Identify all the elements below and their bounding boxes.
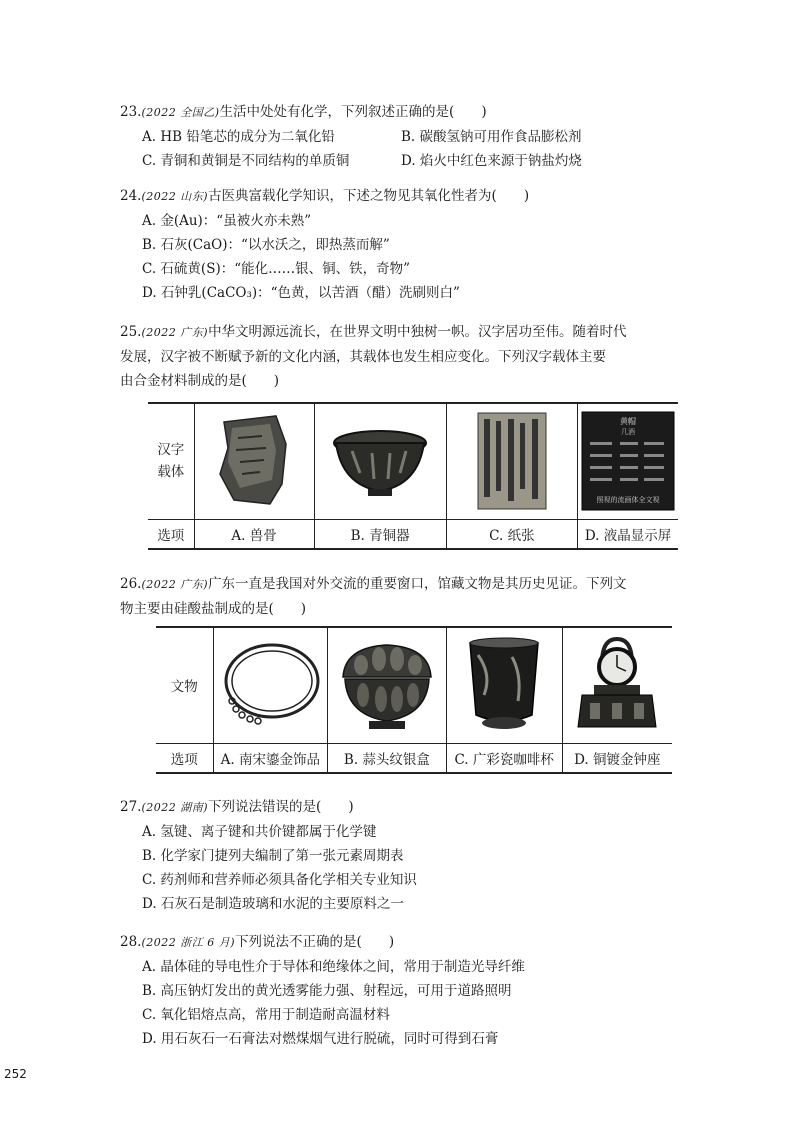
question-text-line-2: 物主要由硅酸盐制成的是( )	[120, 601, 307, 617]
question-25-stem	[120, 320, 680, 393]
question-28-stem	[120, 930, 680, 955]
option-c[interactable]: C. 药剂师和营养师必须具备化学相关专业知识	[142, 872, 417, 888]
option-b[interactable]: B. 高压钠灯发出的黄光透雾能力强、射程远，可用于道路照明	[142, 983, 512, 999]
image-paper[interactable]	[446, 403, 577, 519]
gilded-chain-ornament-icon	[218, 639, 322, 731]
porcelain-coffee-cup-icon	[462, 635, 546, 735]
option-b[interactable]: B. 化学家门捷列夫编制了第一张元素周期表	[142, 848, 404, 864]
silver-box-icon	[335, 637, 439, 733]
lcd-footer: 照视的流画体全文视	[596, 496, 660, 505]
option-a[interactable]: A. 氢键、离子键和共价键都属于化学键	[142, 824, 377, 840]
option-d[interactable]: D. 石灰石是制造玻璃和水泥的主要原料之一	[142, 896, 404, 912]
paper-scroll-icon	[476, 411, 548, 511]
question-number: 23.	[120, 104, 142, 120]
option-a[interactable]: A. 兽骨	[194, 519, 314, 549]
question-text-line-1: 中华文明源远流长，在世界文明中独树一帜。汉字居功至伟。随着时代	[208, 324, 627, 340]
question-text-line-2: 发展，汉字被不断赋予新的文化内涵，其载体也发生相应变化。下列汉字载体主要	[120, 349, 606, 365]
option-a[interactable]: A. 南宋鎏金饰品	[213, 743, 328, 773]
lcd-screen-icon	[580, 410, 676, 512]
option-a[interactable]: A. 晶体硅的导电性介于导体和绝缘体之间，常用于制造光导纤维	[142, 959, 525, 975]
question-number: 24.	[120, 188, 142, 204]
question-source: (2022 广东)	[141, 326, 209, 339]
bronze-vessel-icon	[330, 421, 430, 501]
option-a[interactable]: A. HB 铅笔芯的成分为二氧化铅	[142, 129, 335, 145]
option-d[interactable]: D. 液晶显示屏	[578, 519, 678, 549]
question-27-stem	[120, 795, 660, 820]
q26-item-table	[156, 626, 672, 774]
question-25	[120, 320, 680, 393]
question-number: 26.	[120, 576, 142, 592]
row-header-carrier	[148, 403, 194, 519]
image-silver-box[interactable]	[328, 627, 447, 743]
option-c[interactable]: C. 青铜和黄铜是不同结构的单质铜	[142, 153, 350, 169]
question-source: (2022 浙江 6 月)	[141, 936, 236, 949]
gilded-clock-base-icon	[572, 633, 662, 737]
option-a[interactable]: A. 金(Au)：“虽被火亦未熟”	[142, 213, 312, 229]
question-24	[120, 184, 660, 305]
row-header-label: 汉字载体	[157, 442, 185, 481]
image-porcelain-cup[interactable]	[446, 627, 562, 743]
question-source: (2022 全国乙)	[141, 106, 220, 119]
question-text-line-3: 由合金材料制成的是( )	[120, 373, 280, 389]
image-animal-bone[interactable]	[194, 403, 314, 519]
option-c[interactable]: C. 纸张	[446, 519, 577, 549]
question-source: (2022 湖南)	[141, 801, 209, 814]
image-gilded-ornament[interactable]	[213, 627, 328, 743]
question-text: 生活中处处有化学，下列叙述正确的是( )	[219, 104, 487, 120]
question-24-stem	[120, 184, 660, 209]
question-26	[120, 572, 680, 621]
question-23-stem	[120, 100, 660, 125]
image-clock-base[interactable]	[562, 627, 672, 743]
option-b[interactable]: B. 青铜器	[314, 519, 446, 549]
q25-item-table	[148, 402, 678, 550]
option-d[interactable]: D. 铜镀金钟座	[562, 743, 672, 773]
question-source: (2022 广东)	[141, 578, 209, 591]
image-lcd-screen[interactable]	[578, 403, 678, 519]
option-d[interactable]: D. 用石灰石一石膏法对燃煤烟气进行脱硫，同时可得到石膏	[142, 1031, 499, 1047]
question-text: 古医典富载化学知识，下述之物见其氧化性者为( )	[208, 188, 530, 204]
option-c[interactable]: C. 广彩瓷咖啡杯	[446, 743, 562, 773]
option-b[interactable]: B. 蒜头纹银盒	[328, 743, 447, 773]
option-header: 选项	[156, 743, 213, 773]
option-b[interactable]: B. 碳酸氢钠可用作食品膨松剂	[401, 129, 582, 145]
row-header-artifact: 文物	[156, 627, 213, 743]
question-28	[120, 930, 680, 1051]
question-source: (2022 山东)	[141, 190, 209, 203]
image-bronze-vessel[interactable]	[314, 403, 446, 519]
option-header: 选项	[148, 519, 194, 549]
question-number: 28.	[120, 934, 142, 950]
option-c[interactable]: C. 石硫黄(S)：“能化……银、铜、铁，奇物”	[142, 261, 411, 277]
question-number: 27.	[120, 799, 142, 815]
question-text: 下列说法错误的是( )	[208, 799, 354, 815]
option-d[interactable]: D. 石钟乳(CaCO₃)：“色黄，以苦酒（醋）洗刷则白”	[142, 285, 460, 301]
question-26-stem	[120, 572, 680, 621]
page-number: 252	[4, 1067, 27, 1081]
animal-bone-icon	[214, 414, 294, 509]
question-text: 下列说法不正确的是( )	[235, 934, 395, 950]
option-d[interactable]: D. 焰火中红色来源于钠盐灼烧	[401, 153, 582, 169]
option-c[interactable]: C. 氧化铝熔点高，常用于制造耐高温材料	[142, 1007, 390, 1023]
option-b[interactable]: B. 石灰(CaO)：“以水沃之，即热蒸而解”	[142, 237, 390, 253]
question-number: 25.	[120, 324, 142, 340]
lcd-subtitle: 几酒	[621, 428, 636, 437]
lcd-title: 黄帽	[620, 417, 637, 427]
question-text-line-1: 广东一直是我国对外交流的重要窗口，馆藏文物是其历史见证。下列文	[208, 576, 627, 592]
question-23	[120, 100, 660, 173]
question-27	[120, 795, 660, 916]
